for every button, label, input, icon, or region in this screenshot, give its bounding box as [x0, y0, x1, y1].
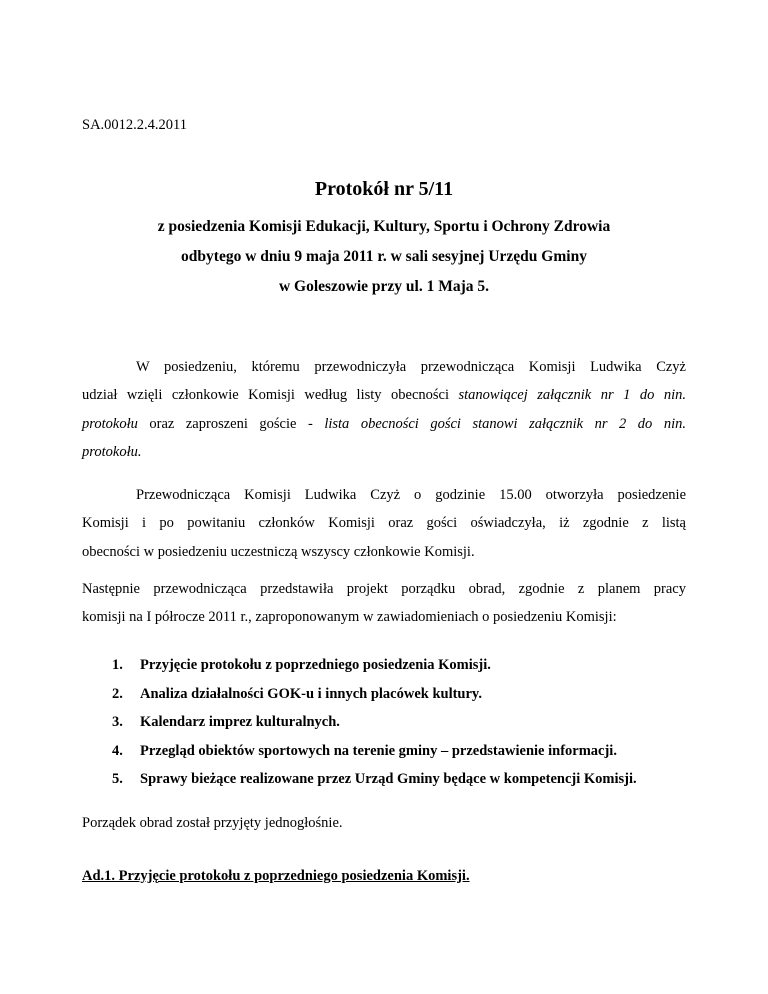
agenda-item-text: Analiza działalności GOK-u i innych placówek kultury.	[140, 685, 483, 702]
attendance-line-2	[82, 381, 686, 409]
document-reference-number: SA.0012.2.4.2011	[82, 117, 187, 133]
opening-line-3: obecności w posiedzeniu uczestniczą wszyscy członkowie Komisji.	[82, 543, 475, 560]
attachment-1-reference-cont: protokołu	[82, 415, 138, 432]
agenda-item-number: 5.	[112, 771, 123, 787]
opening-line-1: Przewodnicząca Komisji Ludwika Czyż o godzinie 15.00 otworzyła posiedzenie	[136, 487, 686, 503]
agenda-item	[112, 654, 637, 683]
agenda-approval-statement: Porządek obrad został przyjęty jednogłośnie.	[82, 815, 343, 831]
subtitle-line-2: odbytego w dniu 9 maja 2011 r. w sali sesyjnej Urzędu Gminy	[181, 248, 587, 265]
document-title: Protokół nr 5/11	[314, 178, 454, 200]
agenda-item-text: Sprawy bieżące realizowane przez Urząd Gminy będące w kompetencji Komisji.	[140, 771, 637, 787]
attendance-paragraph	[82, 353, 686, 466]
agenda-item-number: 1.	[112, 657, 123, 673]
opening-paragraph	[82, 481, 686, 566]
attendance-line-3-text: oraz zaproszeni goście -	[137, 415, 325, 432]
agenda-item-number: 3.	[112, 714, 123, 730]
attendance-line-3	[82, 410, 686, 438]
agenda-item	[112, 768, 637, 797]
opening-line-2: Komisji i po powitaniu członków Komisji oraz gości oświadczyła, iż zgodnie z listą	[82, 515, 686, 532]
attendance-line-2-text: udział wzięli członkowie Komisji według listy obecności	[82, 387, 459, 404]
agenda-item-number: 4.	[112, 742, 123, 759]
attendance-line-4	[82, 438, 686, 466]
agenda-item-text: Kalendarz imprez kulturalnych.	[140, 714, 340, 730]
agenda-item	[112, 683, 637, 712]
agenda-intro-line-2: komisji na I półrocze 2011 r., zaproponowanym w zawiadomieniach o posiedzeniu Komisji:	[82, 609, 617, 626]
agenda-list	[112, 654, 637, 797]
attachment-1-reference: stanowiącej załącznik nr 1 do nin.	[458, 387, 686, 404]
attendance-line-1: W posiedzeniu, któremu przewodniczyła przewodnicząca Komisji Ludwika Czyż	[136, 359, 686, 375]
section-heading-ad1: Ad.1. Przyjęcie protokołu z poprzedniego posiedzenia Komisji.	[82, 868, 470, 884]
agenda-item-text: Przegląd obiektów sportowych na terenie gminy – przedstawienie informacji.	[140, 742, 617, 759]
agenda-item-number: 2.	[112, 685, 123, 702]
subtitle-line-1: z posiedzenia Komisji Edukacji, Kultury, Sportu i Ochrony Zdrowia	[157, 218, 611, 235]
subtitle-line-3: w Goleszowie przy ul. 1 Maja 5.	[278, 278, 490, 295]
attachment-2-reference: lista obecności gości stanowi załącznik nr 2 do nin.	[324, 415, 686, 432]
agenda-item	[112, 711, 637, 740]
agenda-item	[112, 740, 637, 769]
agenda-item-text: Przyjęcie protokołu z poprzedniego posiedzenia Komisji.	[140, 657, 491, 673]
attachment-2-reference-cont: protokołu.	[82, 443, 142, 460]
agenda-intro-paragraph	[82, 575, 686, 632]
agenda-intro-line-1: Następnie przewodnicząca przedstawiła projekt porządku obrad, zgodnie z planem pracy	[82, 581, 686, 597]
